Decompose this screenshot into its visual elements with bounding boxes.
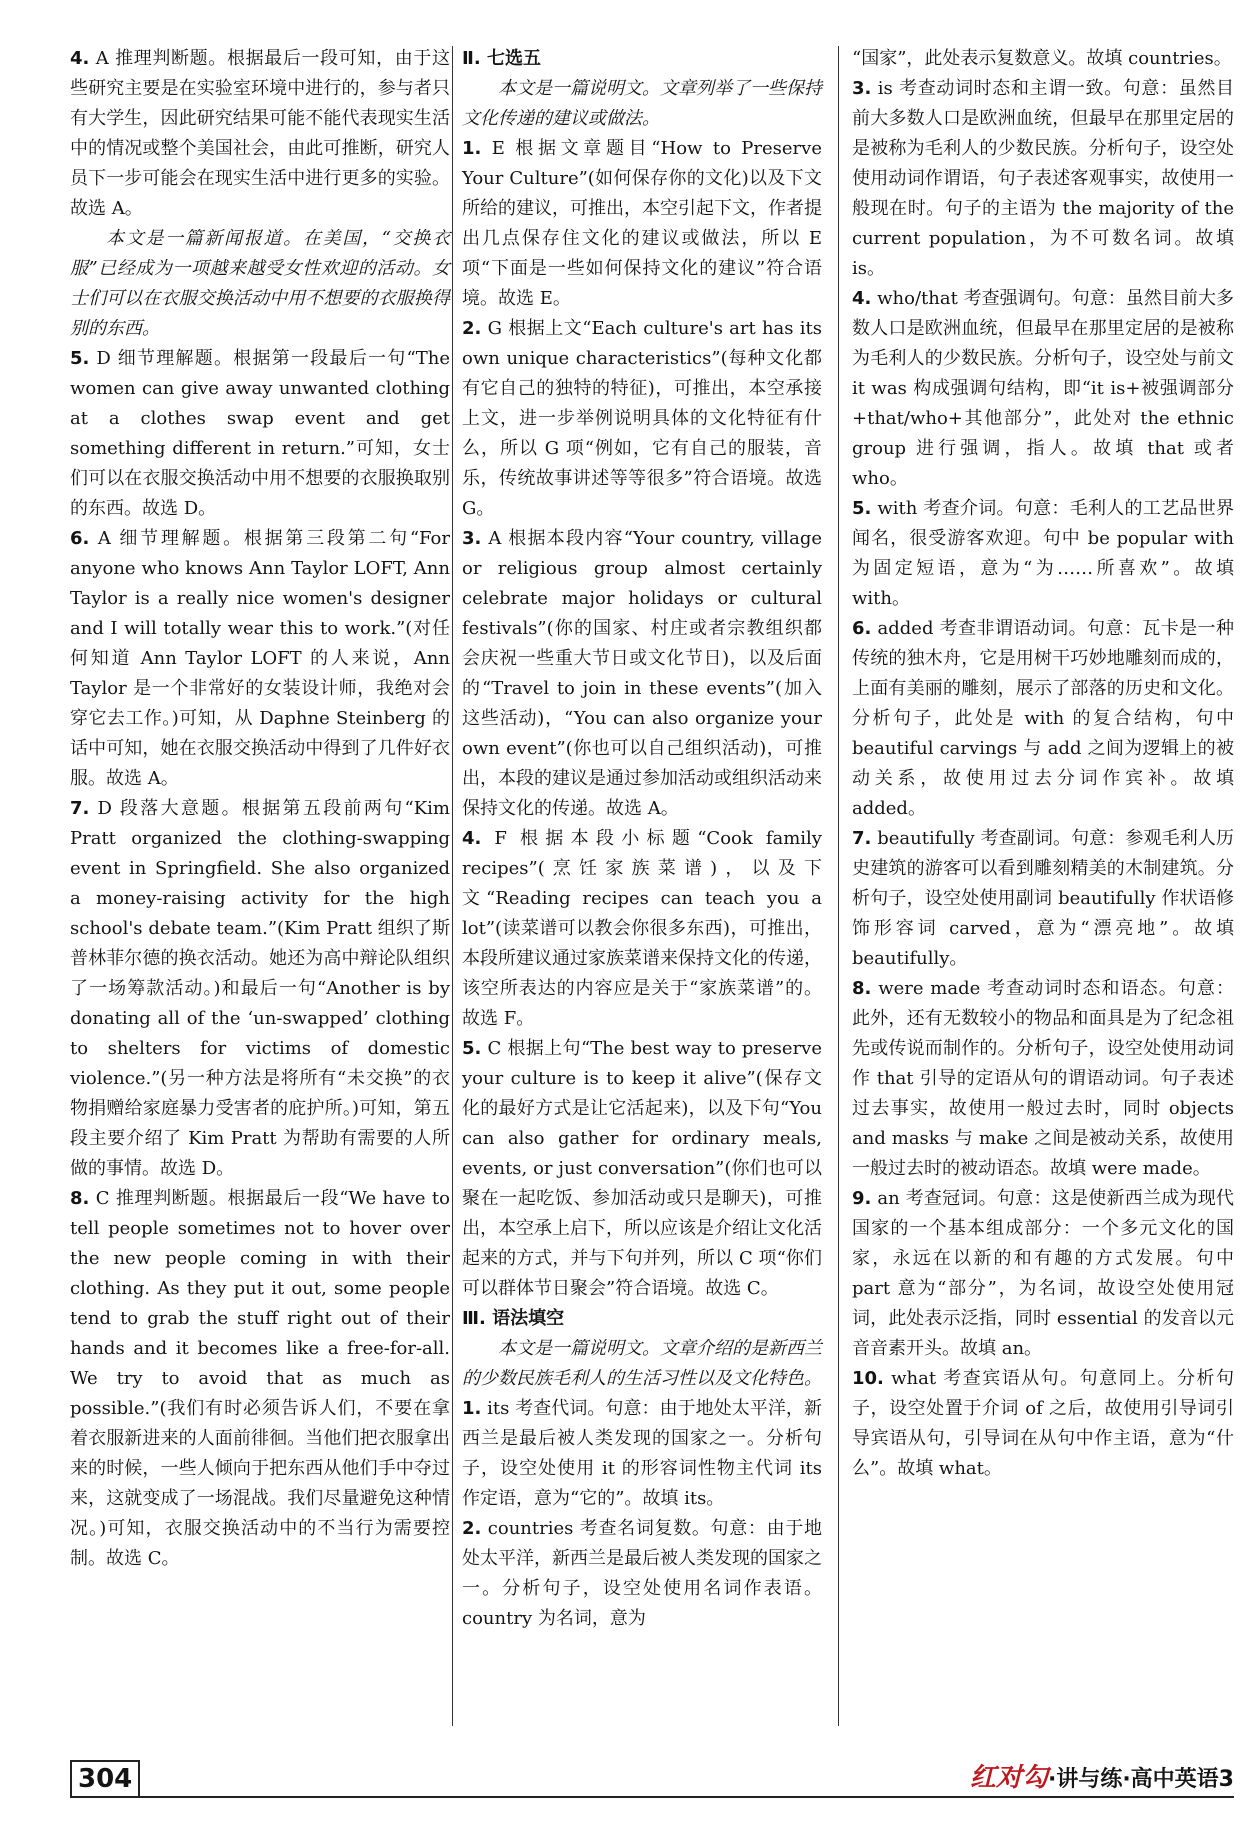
answer-key: countries xyxy=(487,1518,574,1539)
question-number: 5. xyxy=(852,498,872,519)
question-number: 1. xyxy=(462,1398,482,1419)
answer-item xyxy=(852,614,1234,824)
answer-key: added xyxy=(877,618,934,639)
answer-key: E xyxy=(491,138,505,159)
answer-key: F xyxy=(494,828,507,849)
explanation-text: 细节理解题。根据第一段最后一句“The women can give away unwanted clothing at a clothes swap event and get something different in return.”可知，女士们可以在衣服交换活动中用不想要的衣服换取别的东西。故选 D。 xyxy=(70,348,450,519)
answer-key: with xyxy=(877,498,918,519)
answer-key: what xyxy=(891,1368,937,1389)
answer-key: its xyxy=(487,1398,510,1419)
answer-item xyxy=(462,1034,822,1304)
answer-key: who/that xyxy=(877,288,958,309)
explanation-text: 根据本段小标题“Cook family recipes”(烹饪家族菜谱)，以及下文“Reading recipes can teach you a lot”(读菜谱可以教会你很多东西)，可推出，本段所建议通过家族菜谱来保持文化的传递，该空所表达的内容应是关于“家族菜谱”的。故选 F。 xyxy=(462,828,822,1029)
answer-item xyxy=(852,494,1234,614)
answer-item xyxy=(462,524,822,824)
column-right xyxy=(852,44,1234,1484)
answer-continuation: “国家”，此处表示复数意义。故填 countries。 xyxy=(852,48,1232,69)
question-number: 5. xyxy=(70,348,90,369)
question-number: 8. xyxy=(70,1188,90,1209)
answer-item xyxy=(852,1184,1234,1364)
brand-logo: 红对勾 xyxy=(969,1763,1048,1793)
question-number: 9. xyxy=(852,1188,872,1209)
explanation-text: 考查名词复数。句意：由于地处太平洋，新西兰是最后被人类发现的国家之一。分析句子，设空处使用名词作表语。country 为名词，意为 xyxy=(462,1518,822,1629)
explanation-text: 考查宾语从句。句意同上。分析句子，设空处置于介词 of 之后，故使用引导词引导宾语从句，引导词在从句中作主语，意为“什么”。故填 what。 xyxy=(852,1368,1234,1479)
column-divider xyxy=(452,46,453,1726)
book-brand xyxy=(970,1762,1234,1796)
answer-key: C xyxy=(95,1188,110,1209)
explanation-text: 考查副词。句意：参观毛利人历史建筑的游客可以看到雕刻精美的木制建筑。分析句子，设空处使用副词 beautifully 作状语修饰形容词 carved，意为“漂亮地”。故填 beautifully。 xyxy=(852,828,1234,969)
question-number: 6. xyxy=(70,528,90,549)
explanation-text: 根据上句“The best way to preserve your culture is to keep it alive”(保存文化的最好方式是让它活起来)，以及下句“You can also gather for ordinary meals, events, or just conversation”(你们也可以聚在一起吃饭、参加活动或只是聊天)，可推出，本空承上启下，所以应该是介绍让文化活起来的方式，并与下句并列，所以 C 项“你们可以群体节日聚会”符合语境。故选 C。 xyxy=(462,1038,822,1299)
explanation-text: 根据上文“Each culture's art has its own unique characteristics”(每种文化都有它自己的独特的特征)，可推出，本空承接上文，进一步举例说明具体的文化特征有什么，所以 G 项“例如，它有自己的服装，音乐，传统故事讲述等等很多”符合语境。故选 G。 xyxy=(462,318,822,519)
page-number: 304 xyxy=(70,1760,140,1798)
question-number: 6. xyxy=(852,618,872,639)
answer-key: A xyxy=(95,48,109,69)
question-number: 7. xyxy=(852,828,872,849)
question-number: 8. xyxy=(852,978,872,999)
explanation-text: 细节理解题。根据第三段第二句“For anyone who knows Ann Taylor LOFT, Ann Taylor is a really nice women's designer and I will totally wear this to work.”(对任何知道 Ann Taylor LOFT 的人来说，Ann Taylor 是一个非常好的女装设计师，我绝对会穿它去工作。)可知，从 Daphne Steinberg 的话中可知，她在衣服交换活动中得到了几件好衣服。故选 A。 xyxy=(70,528,450,789)
answer-item xyxy=(852,74,1234,284)
answer-key: D xyxy=(97,798,112,819)
explanation-text: 推理判断题。根据最后一段可知，由于这些研究主要是在实验室环境中进行的，参与者只有大学生，因此研究结果可能不能代表现实生活中的情况或整个美国社会，由此可推断，研究人员下一步可能会在现实生活中进行更多的实验。故选 A。 xyxy=(70,48,450,219)
explanation-text: 根据本段内容“Your country, village or religious group almost certainly celebrate major holidays or cultural festivals”(你的国家、村庄或者宗教组织都会庆祝一些重大节日或文化节日)，以及后面的“Travel to join in these events”(加入这些活动)，“You can also organize your own event”(你也可以自己组织活动)，可推出，本段的建议是通过参加活动或组织活动来保持文化的传递。故选 A。 xyxy=(462,528,822,819)
answer-item xyxy=(852,974,1234,1184)
answer-item xyxy=(462,314,822,524)
section-heading: Ⅲ. 语法填空 xyxy=(462,1308,565,1329)
explanation-text: 段落大意题。根据第五段前两句“Kim Pratt organized the clothing-swapping event in Springfield. She also organized a money-raising activity for the high school's debate team.”(Kim Pratt 组织了斯普林菲尔德的换衣活动。她还为高中辩论队组织了一场筹款活动。)和最后一句“Another is by donating all of the ‘un-swapped’ clothing to shelters for victims of domestic violence.”(另一种方法是将所有“未交换”的衣物捐赠给家庭暴力受害者的庇护所。)可知，第五段主要介绍了 Kim Pratt 为帮助有需要的人所做的事情。故选 D。 xyxy=(70,798,450,1179)
explanation-text: 考查非谓语动词。句意：瓦卡是一种传统的独木舟，它是用树干巧妙地雕刻而成的，上面有美丽的雕刻，展示了部落的历史和文化。分析句子，此处是 with 的复合结构，句中 beautiful carvings 与 add 之间为逻辑上的被动关系，故使用过去分词作宾补。故填 added。 xyxy=(852,618,1234,819)
section-heading: Ⅱ. 七选五 xyxy=(462,48,541,69)
column-middle xyxy=(462,44,822,1634)
question-number: 4. xyxy=(70,48,90,69)
passage-summary: 本文是一篇说明文。文章列举了一些保持文化传递的建议或做法。 xyxy=(462,78,822,129)
explanation-text: 考查强调句。句意：虽然目前大多数人口是欧洲血统，但最早在那里定居的是被称为毛利人的少数民族。分析句子，设空处与前文 it was 构成强调句结构，即“it is+被强调部分+that/who+其他部分”，此处对 the ethnic group 进行强调，指人。故填 that 或者 who。 xyxy=(852,288,1234,489)
passage-summary: 本文是一篇说明文。文章介绍的是新西兰的少数民族毛利人的生活习性以及文化特色。 xyxy=(462,1338,822,1389)
passage-summary: 本文是一篇新闻报道。在美国，“交换衣服”已经成为一项越来越受女性欢迎的活动。女士们可以在衣服交换活动中用不想要的衣服换得别的东西。 xyxy=(70,228,450,339)
explanation-text: 考查冠词。句意：这是使新西兰成为现代国家的一个基本组成部分：一个多元文化的国家，永远在以新的和有趣的方式发展。句中 part 意为“部分”，为名词，故设空处使用冠词，此处表示泛指，同时 essential 的发音以元音音素开头。故填 an。 xyxy=(852,1188,1234,1359)
question-number: 4. xyxy=(462,828,482,849)
answer-item xyxy=(462,1394,822,1514)
answer-item xyxy=(70,1184,450,1574)
answer-key: were made xyxy=(878,978,981,999)
answer-key: A xyxy=(488,528,502,549)
answer-item xyxy=(462,824,822,1034)
answer-key: G xyxy=(487,318,502,339)
answer-key: C xyxy=(487,1038,502,1059)
answer-item xyxy=(852,284,1234,494)
question-number: 3. xyxy=(462,528,482,549)
explanation-text: 考查动词时态和语态。句意：此外，还有无数较小的物品和面具是为了纪念祖先或传说而制作的。分析句子，设空处使用动词作 that 引导的定语从句的谓语动词。句子表述过去事实，故使用一般过去时，同时 objects and masks 与 make 之间是被动关系，故使用一般过去时的被动语态。故填 were made。 xyxy=(852,978,1234,1179)
question-number: 4. xyxy=(852,288,872,309)
explanation-text: 考查介词。句意：毛利人的工艺品世界闻名，很受游客欢迎。句中 be popular with 为固定短语，意为“为……所喜欢”。故填 with。 xyxy=(852,498,1234,609)
question-number: 2. xyxy=(462,318,482,339)
answer-item xyxy=(70,794,450,1184)
answer-item xyxy=(852,1364,1234,1484)
question-number: 2. xyxy=(462,1518,482,1539)
answer-key: D xyxy=(96,348,111,369)
question-number: 3. xyxy=(852,78,872,99)
explanation-text: 考查代词。句意：由于地处太平洋，新西兰是最后被人类发现的国家之一。分析句子，设空处使用 it 的形容词性物主代词 its 作定语，意为“它的”。故填 its。 xyxy=(462,1398,822,1509)
answer-key: beautifully xyxy=(877,828,975,849)
book-title: ·讲与练·高中英语3 xyxy=(1047,1767,1234,1792)
explanation-text: 根据文章题目“How to Preserve Your Culture”(如何保存你的文化)以及下文所给的建议，可推出，本空引起下文，作者提出几点保存住文化的建议或做法，所以 E 项“下面是一些如何保持文化的建议”符合语境。故选 E。 xyxy=(462,138,822,309)
answer-key: an xyxy=(877,1188,900,1209)
answer-item xyxy=(70,344,450,524)
answer-key: is xyxy=(877,78,893,99)
answer-item xyxy=(70,524,450,794)
explanation-text: 推理判断题。根据最后一段“We have to tell people sometimes not to hover over the new people coming in with their clothing. As they put it out, some people tend to grab the stuff right out of their hands and it becomes like a free-for-all. We try to avoid that as much as possible.”(我们有时必须告诉人们，不要在拿着衣服新进来的人面前徘徊。当他们把衣服拿出来的时候，一些人倾向于把东西从他们手中夺过来，这就变成了一场混战。我们尽量避免这种情况。)可知，衣服交换活动中的不当行为需要控制。故选 C。 xyxy=(70,1188,450,1569)
column-divider xyxy=(838,46,839,1726)
question-number: 1. xyxy=(462,138,482,159)
question-number: 10. xyxy=(852,1368,884,1389)
answer-item xyxy=(852,824,1234,974)
question-number: 7. xyxy=(70,798,90,819)
column-left xyxy=(70,44,450,1574)
footer-rule xyxy=(70,1796,1234,1798)
answer-item xyxy=(462,1514,822,1634)
answer-key: A xyxy=(97,528,111,549)
answer-item xyxy=(462,134,822,314)
answer-item xyxy=(70,44,450,224)
explanation-text: 考查动词时态和主谓一致。句意：虽然目前大多数人口是欧洲血统，但最早在那里定居的是被称为毛利人的少数民族。分析句子，设空处使用动词作谓语，句子表述客观事实，故使用一般现在时。句子的主语为 the majority of the current population，为不可数名词。故填 is。 xyxy=(852,78,1234,279)
question-number: 5. xyxy=(462,1038,482,1059)
